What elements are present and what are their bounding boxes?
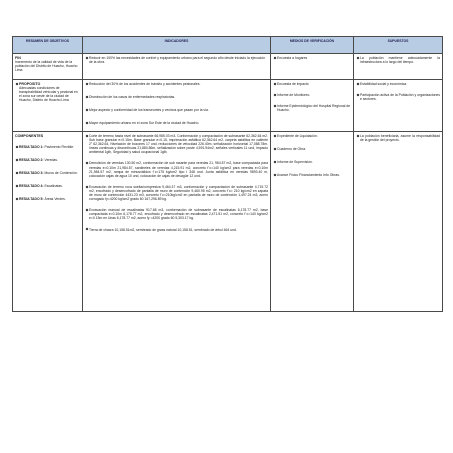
proposito-indicador-3: Mejor aspecto y conformidad de los transeuntes y vecinos que pasan por la vía.: [89, 108, 209, 113]
fin-indicador-1: Reducir en 100% las necesidades de confort y equipamiento urbano para el segundo año desde iniciado la ejecución de la obra.: [89, 56, 266, 65]
proposito-supuesto-1: Estabilidad social y económica.: [360, 82, 408, 86]
list-item: [273, 173, 351, 177]
cell-proposito-indicadores: [83, 80, 271, 132]
list-item: [15, 158, 80, 162]
cell-fin-indicadores: [83, 54, 271, 80]
row-proposito: [13, 80, 443, 132]
list-item: [15, 145, 80, 149]
diamond-bullet-icon: [85, 135, 88, 138]
diamond-bullet-icon: [356, 135, 359, 138]
list-item: [356, 82, 440, 86]
componentes-supuesto-1: La población beneficiaria, asume la responsabilidad de la gestión del proyecto.: [360, 134, 440, 143]
diamond-bullet-icon: [15, 172, 18, 175]
componentes-verificacion-3: Informe de Supervisión.: [277, 160, 313, 165]
proposito-verificacion-2: Informe de Monitoreo.: [277, 93, 311, 98]
proposito-text: Adecuadas condiciones de transpirabilidad vehicular y peatonal en el zona sur oeste de la ciudad de Huacho, Distrito de Huacho Lima: [19, 86, 78, 103]
list-item: [85, 208, 268, 220]
list-item: [273, 82, 351, 86]
list-item: [15, 184, 80, 188]
list-item: [85, 134, 268, 154]
diamond-bullet-icon: [273, 105, 276, 108]
cell-proposito-verificacion: [271, 80, 354, 132]
componentes-verificacion-4: Avance Físico Financiamiento Info Obras.: [277, 173, 340, 178]
resultado-1-label: RESULTADO 1:: [19, 145, 44, 150]
logframe-matrix: [12, 36, 443, 312]
list-item: [356, 93, 440, 101]
diamond-bullet-icon: [273, 94, 276, 97]
cell-componentes-verificacion: [271, 132, 354, 312]
resultado-4-text: Escalinatas.: [44, 184, 63, 189]
list-item: [15, 171, 80, 175]
diamond-bullet-icon: [15, 185, 18, 188]
list-item: [85, 185, 268, 201]
diamond-bullet-icon: [356, 57, 359, 60]
cell-fin-objetivo: [13, 54, 83, 80]
diamond-bullet-icon: [15, 198, 18, 201]
diamond-bullet-icon: [85, 209, 88, 212]
componentes-indicador-2: Demolición de veredas 130.50 m2, conformación de sub rasante para veredas 21, 984.57 m2, base compactada para veredas e=0.10m 21,984.57, sardineles de veredas 4,215.91 m2, concreto f´c=140 kg/cm2 para veredas e=0.10m 21,984.57 m2, rampa de minusválidos f´c=175 kg/cm2 tipo I 348 und. Junta asfáltica en veredas 9893.40 m, colocación cajas de agua 10 und, colocación de cajas de desagüe 12 und.: [89, 161, 268, 178]
list-item: [85, 121, 268, 125]
diamond-bullet-icon: [273, 135, 276, 138]
resultado-4-label: RESULTADO 4:: [19, 184, 44, 189]
header-verificacion: MEDIOS DE VERIFICACIÓN: [271, 37, 354, 54]
diamond-bullet-icon: [85, 228, 88, 231]
diamond-bullet-icon: [15, 159, 18, 162]
componentes-indicador-3: Excavación de terreno roca suelta/compresiva 9,464.37 m3, conformación y compactación de subrasante 4,719.72 m2, encofrado y desencofrado de pantalla de muro de contención 9,460.95 m2, concreto f´c= 210 kg/cm2 en zapata de muro de contención 4431.23 m3, concreto f´c=210kg/cm2 en pantalla de muro de contención 1,497.24 m3, acero corrugado fy=4200 kg/cm2 grado 60 167,296.89 kg.: [89, 184, 268, 202]
diamond-bullet-icon: [85, 162, 88, 165]
list-item: [273, 56, 351, 60]
diamond-bullet-icon: [85, 122, 88, 125]
componentes-indicador-5: Tierra de chacra 10,158.51m2, sembrado de grass natural 10,158.51, sembrado de árbol 464 und.: [89, 227, 237, 232]
row-fin: [13, 54, 443, 80]
diamond-bullet-icon: [273, 161, 276, 164]
list-item: [356, 56, 440, 64]
list-item: [273, 93, 351, 97]
list-item: [15, 197, 80, 201]
proposito-indicador-4: Mayor equipamiento urbano en el zona Sur Este de la ciudad de Huacho.: [89, 121, 200, 126]
diamond-bullet-icon: [273, 83, 276, 86]
list-item: [85, 228, 268, 232]
list-item: [85, 82, 268, 86]
list-item: [273, 104, 351, 112]
componentes-title: COMPONENTES: [15, 134, 44, 138]
diamond-bullet-icon: [356, 83, 359, 86]
header-objetivos: RESUMEN DE OBJETIVOS: [13, 37, 83, 54]
cell-proposito-objetivo: [13, 80, 83, 132]
resultado-1-text: Pavimento Flexible.: [44, 145, 75, 150]
diamond-bullet-icon: [273, 148, 276, 151]
fin-verificacion-1: Encuesta a hogares: [277, 56, 308, 60]
cell-fin-verificacion: [271, 54, 354, 80]
list-item: [273, 160, 351, 164]
proposito-indicador-1: Reducción del 30% de los accidentes de tránsito y accidentes peatonales.: [89, 82, 201, 86]
resultado-3-label: RESULTADO 3:: [19, 171, 44, 176]
diamond-bullet-icon: [85, 109, 88, 112]
componentes-verificacion-1: Expediente de Liquidación.: [277, 134, 318, 138]
proposito-title: PROPOSITO: [19, 82, 41, 86]
list-item: [273, 134, 351, 138]
diamond-bullet-icon: [85, 96, 88, 99]
diamond-bullet-icon: [273, 174, 276, 177]
proposito-supuesto-2: Participación activa de la Población y organizaciones e sectores.: [360, 93, 440, 102]
resultado-5-text: Áreas Verdes.: [44, 197, 66, 202]
list-item: [15, 82, 80, 102]
diamond-bullet-icon: [273, 57, 276, 60]
resultado-2-label: RESULTADO 2:: [19, 158, 44, 163]
list-item: [85, 95, 268, 99]
cell-componentes-objetivo: [13, 132, 83, 312]
fin-supuesto-1: La población mantiene adecuadamente la infraestructura a lo largo del tiempo.: [360, 56, 440, 65]
cell-fin-supuestos: [354, 54, 443, 80]
list-item: [85, 161, 268, 177]
diamond-bullet-icon: [15, 83, 18, 86]
componentes-indicador-4: Excavación manual de escalinatas 917.68 m3, conformación de subrasante de escalinatas 6,178.77 m2, base compactada e=0.10m 6,178.77 m2, encofrado y desencofrado en escalinatas 2,471.51 m2, concreto f´c=140 kg/cm2 e=0.15m en Unas 6,178.77 m2, acero fy =4200 grado 60 5,303.17 kg.: [89, 208, 268, 221]
fin-text: Incremento de la calidad de vida de la población del Distrito de Huacho, Huacho Lima: [15, 60, 78, 73]
list-item: [356, 134, 440, 142]
logframe-sheet: [12, 36, 442, 312]
list-item: [273, 147, 351, 151]
resultado-5-label: RESULTADO 5:: [19, 197, 44, 202]
proposito-verificacion-3: Informe Epidemiológico del Hospital Regional de Huacho.: [277, 104, 351, 113]
list-item: [85, 108, 268, 112]
cell-componentes-indicadores: [83, 132, 271, 312]
diamond-bullet-icon: [85, 83, 88, 86]
componentes-indicador-1: Corte de terreno hasta nivel de subrasante 66,985.03 m3. Conformación y compactación de subrasante 62,362.64 m2. Sub base granular e=0.15m. Base granular e=0.15, imprimación asfáltica 62,362.64 m2, carpeta asfáltica en caliente 2" 62,362.64, Nivelación de buzones 17 und, reducciones de velocidad 226.40m, señalización horizontal 17,088.78m. líneas continuas y discontinuas 21,880.86m, señalización sobre poste 4,591.94m2, señales verticales 11 und, impacto ambiental 1glb, Seguridad y salud ocupacional 1glb.: [89, 134, 268, 155]
proposito-verificacion-1: Encuesta de impacto: [277, 82, 309, 86]
componentes-verificacion-2: Cuaderno de Obra.: [277, 147, 307, 152]
cell-componentes-supuestos: [354, 132, 443, 312]
cell-proposito-supuestos: [354, 80, 443, 132]
diamond-bullet-icon: [356, 94, 359, 97]
header-supuestos: SUPUESTOS: [354, 37, 443, 54]
resultado-2-text: Veredas.: [44, 158, 58, 163]
diamond-bullet-icon: [85, 185, 88, 188]
header-row: [13, 37, 443, 54]
resultado-3-text: Muros de Contención.: [44, 171, 78, 176]
row-componentes: [13, 132, 443, 312]
header-indicadores: INDICADORES: [83, 37, 271, 54]
list-item: [85, 56, 268, 64]
fin-title: FIN: [15, 56, 21, 60]
proposito-indicador-2: Disminución de los casos de enfermedades respiratorias.: [89, 95, 176, 100]
diamond-bullet-icon: [15, 146, 18, 149]
diamond-bullet-icon: [85, 57, 88, 60]
